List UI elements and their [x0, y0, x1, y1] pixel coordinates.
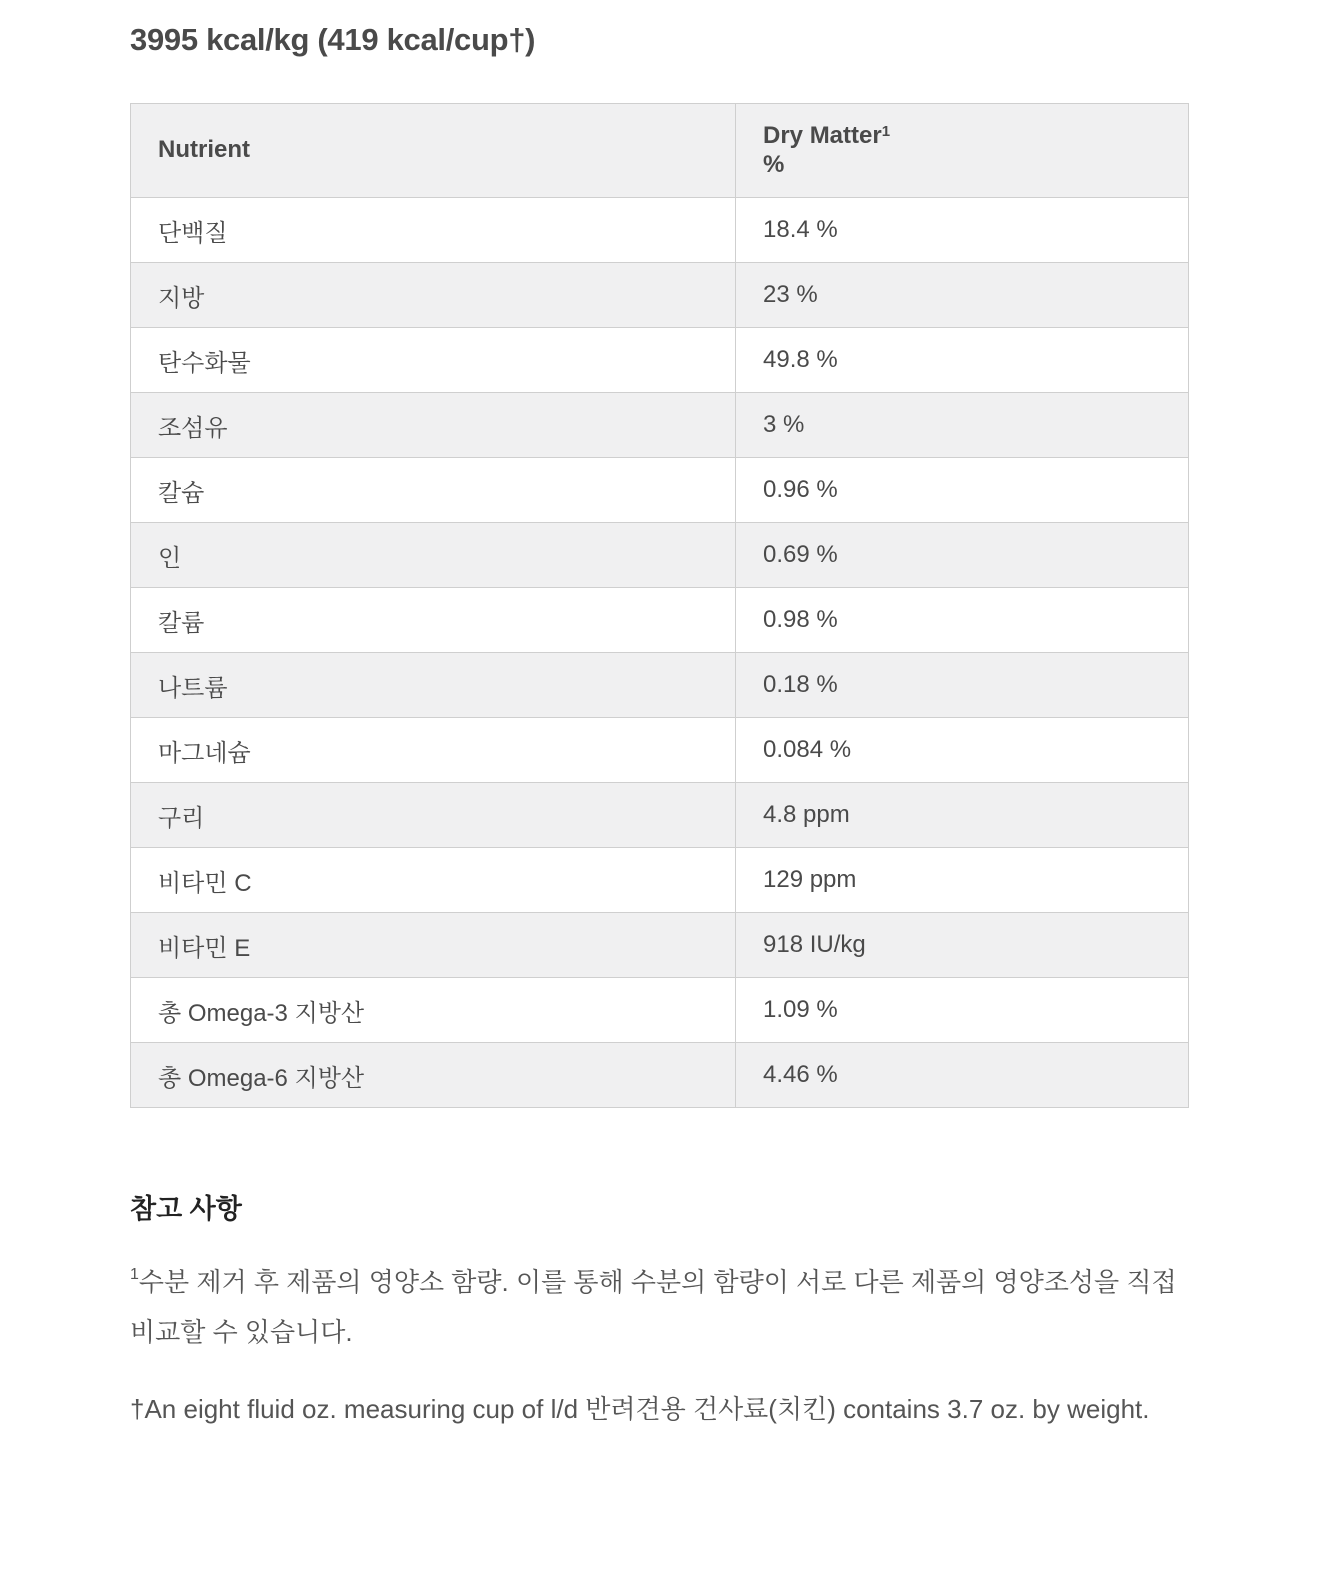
nutrient-name-cell: 탄수화물	[131, 328, 736, 393]
dry-matter-value-cell: 1.09 %	[736, 978, 1189, 1043]
nutrient-name-cell: 총 Omega-6 지방산	[131, 1043, 736, 1108]
nutrient-name-cell: 비타민 C	[131, 848, 736, 913]
table-row	[131, 198, 1189, 263]
footnote-number: 1	[130, 1266, 139, 1284]
table-row	[131, 913, 1189, 978]
table-row	[131, 328, 1189, 393]
nutrient-name-cell: 마그네슘	[131, 718, 736, 783]
header-dry-matter	[736, 104, 1189, 198]
dry-matter-value-cell: 0.084 %	[736, 718, 1189, 783]
header-nutrient: Nutrient	[131, 104, 736, 198]
nutrient-name-cell: 조섬유	[131, 393, 736, 458]
nutrient-name-cell: 인	[131, 523, 736, 588]
nutrient-name-cell: 단백질	[131, 198, 736, 263]
table-row	[131, 588, 1189, 653]
table-row	[131, 718, 1189, 783]
dry-matter-value-cell: 0.69 %	[736, 523, 1189, 588]
dry-matter-value-cell: 4.46 %	[736, 1043, 1189, 1108]
table-row	[131, 458, 1189, 523]
dry-matter-value-cell: 129 ppm	[736, 848, 1189, 913]
header-dry-matter-unit: %	[763, 150, 785, 178]
footnote-marker: 1	[881, 122, 891, 140]
dry-matter-value-cell: 18.4 %	[736, 198, 1189, 263]
table-row	[131, 393, 1189, 458]
nutrient-table	[130, 103, 1189, 1108]
table-row	[131, 783, 1189, 848]
footnote-dry-matter-text: 수분 제거 후 제품의 영양소 함량. 이를 통해 수분의 함량이 서로 다른 제품의 영양조성을 직접 비교할 수 있습니다.	[130, 1267, 1177, 1347]
nutrient-name-cell: 칼륨	[131, 588, 736, 653]
table-row	[131, 263, 1189, 328]
dry-matter-value-cell: 3 %	[736, 393, 1189, 458]
nutrient-name-cell: 총 Omega-3 지방산	[131, 978, 736, 1043]
nutrient-rows	[131, 198, 1189, 1108]
header-dry-matter-label: Dry Matter	[763, 121, 882, 149]
dry-matter-value-cell: 0.98 %	[736, 588, 1189, 653]
footnote-cup-weight: †An eight fluid oz. measuring cup of l/d 반려견용 건사료(치킨) contains 3.7 oz. by weight.	[130, 1394, 1150, 1424]
nutrient-name-cell: 비타민 E	[131, 913, 736, 978]
table-row	[131, 1043, 1189, 1108]
table-row	[131, 653, 1189, 718]
nutrient-name-cell: 나트륨	[131, 653, 736, 718]
calorie-heading: 3995 kcal/kg (419 kcal/cup†)	[130, 22, 536, 57]
dry-matter-value-cell: 4.8 ppm	[736, 783, 1189, 848]
dry-matter-value-cell: 0.96 %	[736, 458, 1189, 523]
notes-heading: 참고 사항	[130, 1194, 242, 1224]
table-row	[131, 523, 1189, 588]
nutrient-name-cell: 구리	[131, 783, 736, 848]
footnote-dry-matter	[130, 1257, 1188, 1357]
table-row	[131, 978, 1189, 1043]
nutrient-name-cell: 칼슘	[131, 458, 736, 523]
table-row	[131, 848, 1189, 913]
table-header-row	[131, 104, 1189, 198]
nutrient-name-cell: 지방	[131, 263, 736, 328]
dry-matter-value-cell: 49.8 %	[736, 328, 1189, 393]
dry-matter-value-cell: 918 IU/kg	[736, 913, 1189, 978]
dry-matter-value-cell: 0.18 %	[736, 653, 1189, 718]
dry-matter-value-cell: 23 %	[736, 263, 1189, 328]
